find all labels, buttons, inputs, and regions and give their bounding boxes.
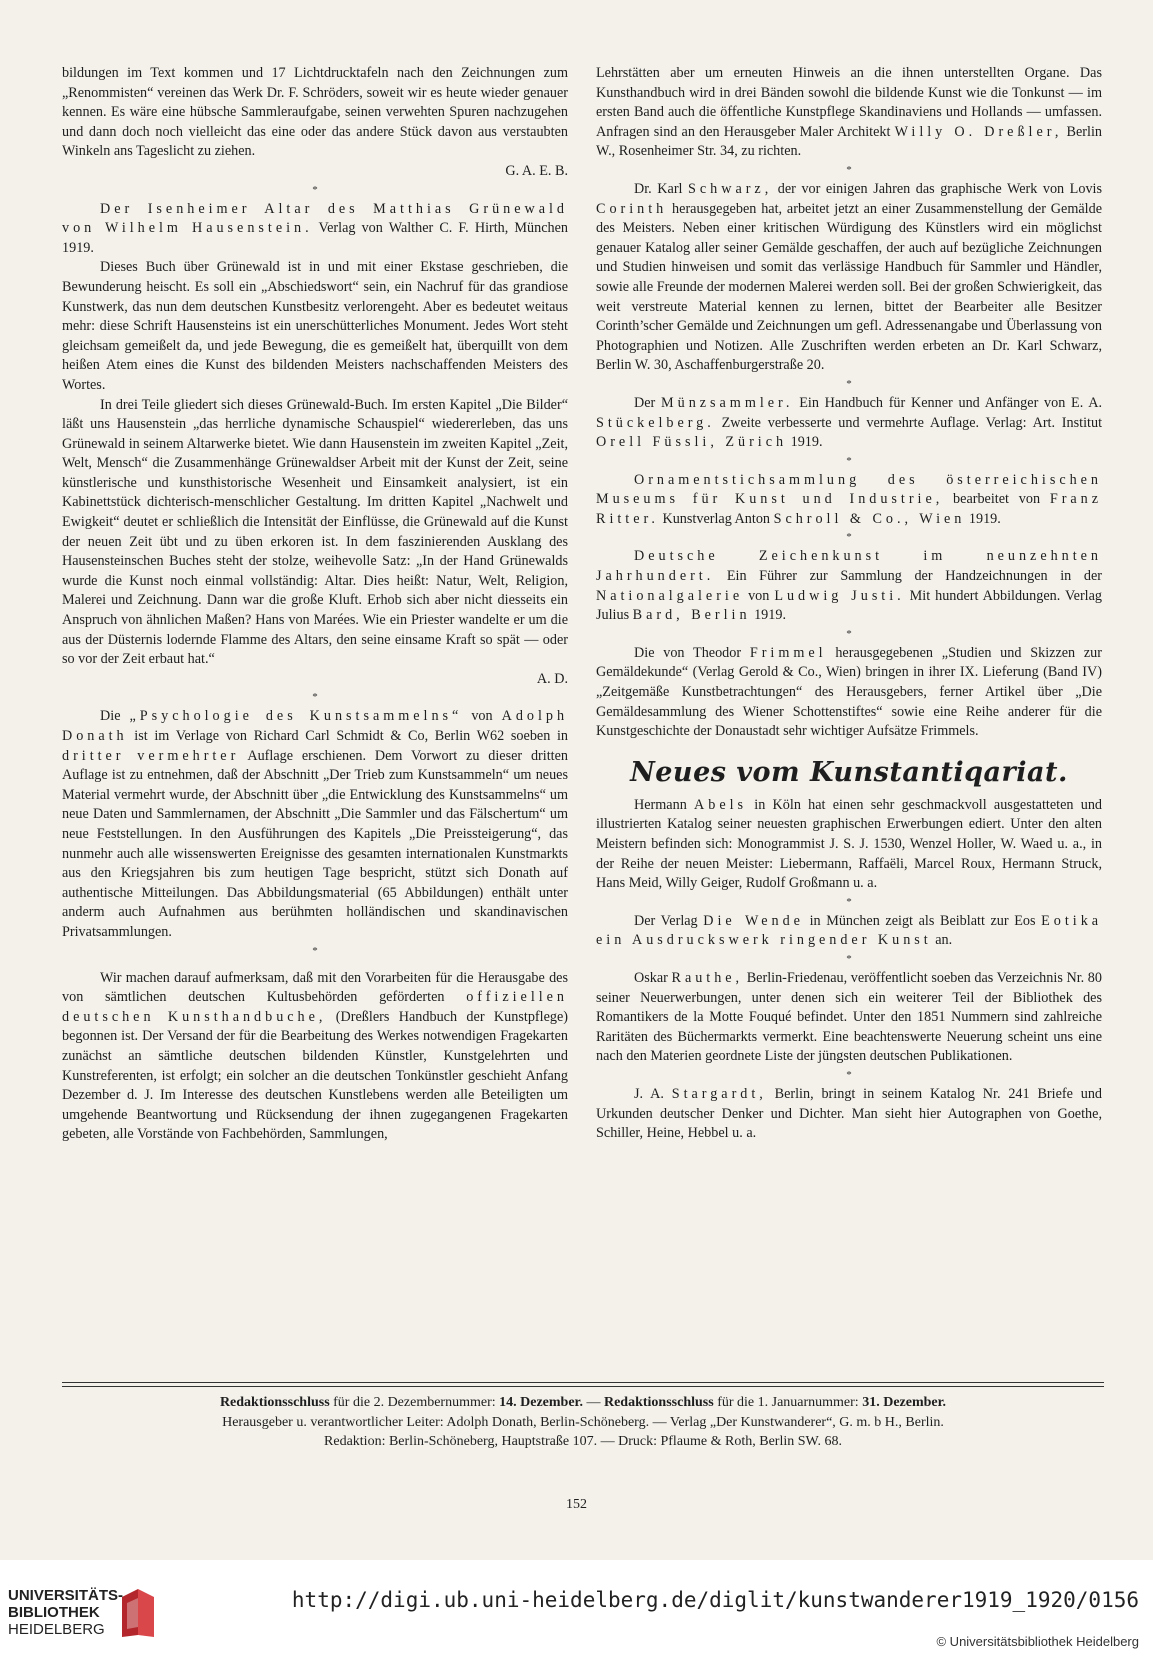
separator-star: * (312, 691, 318, 704)
imprint (62, 1393, 1104, 1452)
notice-stargardt: J. A. Stargardt, Berlin, bringt in seinem Katalog Nr. 241 Briefe und Urkunden deutscher Denker und Dichter. Man sieht hier Autographen von Goethe, Schiller, Heine, Hebbel u. a. (596, 1085, 1103, 1142)
review-psychologie: Die „Psychologie des Kunstsammelns“ von Adolph Donath ist im Verlage von Richard Carl Schmidt & Co, Berlin W62 soeben in dritter vermehrter Auflage erschienen. Dem Vorwort zu dieser dritten Auflage ist zu entnehmen, daß der Abschnitt „Der Trieb zum Kunstsammeln“ um neues Material vermehrt wurde, der Abschnitt über „die Entwicklung des Kunstsammelns“ um neue Daten und Sammlernamen, der Abschnitt „Die Sammler und das Fälschertum“ um neue Feststellungen. In den Ausführungen des Kapitels „Die Preissteigerung“, das nunmehr auch alle wissenswerten Ereignisse des gesamten internationalen Kunstmarkts aus den Kriegsjahren bis zum heutigen Tage bespricht, stützt sich Donath auf authentische Mitteilungen. Das Abbildungsmaterial (65 Abbildungen) enthält unter anderm auch Aufnahmen aus berühmten holländischen und skandinavischen Privatsammlungen. (62, 708, 569, 940)
separator-star: * (312, 944, 318, 957)
notice-zeichenkunst: Deutsche Zeichenkunst im neunzehnten Jahrhundert. Ein Führer zur Sammlung der Handzeichnungen in der Nationalgalerie von Ludwig Justi. Mit hundert Abbildungen. Verlag Julius Bard, Berlin 1919. (596, 548, 1103, 624)
separator-star: * (846, 952, 852, 965)
notice-muenzsammler: Der Münzsammler. Ein Handbuch für Kenner und Anfänger von E. A. Stückelberg. Zweite verbesserte und vermehrte Auflage. Verlag: Art. Institut Orell Füssli, Zürich 1919. (596, 394, 1103, 451)
source-url-link[interactable]: http://digi.ub.uni-heidelberg.de/diglit/kunstwanderer1919_1920/0156 (291, 1588, 1139, 1612)
separator-star: * (846, 627, 852, 640)
notice-rauthe: Oskar Rauthe, Berlin-Friedenau, veröffentlicht soeben das Verzeichnis Nr. 80 seiner Neuerwerbungen, unter denen sich ein weiterer Teil der Bibliothek des Romantikers de la Motte Fouqué befindet. Unter den 1851 Nummern sind zahlreiche Raritäten des Büchermarkts vermerkt. Eine beachtenswerte Neuerung scheint uns eine nach den Materien geordnete Liste der jüngsten deutschen Publikationen. (596, 969, 1102, 1065)
section-heading: Neues vom Kunstantiqariat. (630, 756, 1068, 788)
notice-ornamentstich: Ornamentstichsammlung des österreichischen Museums für Kunst und Industrie, bearbeitet von Franz Ritter. Kunstverlag Anton Schroll & Co., Wien 1919. (596, 471, 1103, 527)
library-logo-icon (120, 1587, 156, 1639)
divider-rule (62, 1382, 1104, 1383)
notice-kunsthandbuch: Wir machen darauf aufmerksam, daß mit den Vorarbeiten für die Herausgabe des von sämtlichen deutschen Kultusbehörden geförderten offiziellen deutschen Kunsthandbuche, (Dreßlers Handbuch der Kunstpflege) begonnen ist. Der Versand der für die Bearbeitung des Werkes notwendigen Fragekarten zunächst an sämtliche deutschen bildenden Künstler, Kunstgelehrten und Kunstreferenten, ist erfolgt; ein solcher an die deutschen Tonkünstler geschieht Anfang Dezember d. J. Im Interesse des deutschen Kunstlebens werden alle Beteiligten um umgehende Beantwortung und Rücksendung der ihnen zugegangenen Fragekarten gebeten, alle Vorstände von Fachbehörden, Sammlungen, (62, 969, 568, 1143)
copyright-text: © Universitätsbibliothek Heidelberg (936, 1634, 1139, 1649)
right-column (596, 64, 1102, 1144)
library-bar (0, 1560, 1153, 1657)
notice-corinth: Dr. Karl Schwarz, der vor einigen Jahren das graphische Werk von Lovis Corinth herausgegeben hat, arbeitet jetzt an einer Zusammenstellung der Gemälde des Meisters. Neben einer kritischen Würdigung des Künstlers wird ein möglichst genauer Katalog aller seiner Gemälde geschaffen, der auch auf bezügliche Zeichnungen und Studien hinweisen und somit das verlässige Handbuch für Sammler und Händler, sowie alle Freunde der modernen Malerei werden soll. Bei der großen Schwierigkeit, das weit verstreute Material kennen zu lernen, bittet der Bearbeiter alle Besitzer Corinth’scher Gemälde und Zeichnungen um gefl. Adressenangabe und Überlassung von Photographien und Notizen. Alle Zuschriften werden erbeten an Dr. Karl Schwarz, Berlin W. 30, Aschaffenburgerstraße 20. (596, 180, 1103, 374)
paragraph: In drei Teile gliedert sich dieses Grünewald-Buch. Im ersten Kapitel „Die Bilder“ läßt uns Hausenstein „das herrliche dynamische Schauspiel“ wiedererleben, das uns Grünewald in seinem Altarwerke bietet. Wie dann Hausenstein im zweiten Kapitel „Zeit, Welt, Mensch“ die Zusammenhänge Grünewaldser Arbeit mit der Kunst der Zeit, seine künstlerische und kunsthistorische Wesenheit und Einsamkeit analysiert, ist ein Kabinettstück dichterisch-menschlicher Gestaltung. Im dritten Kapitel „Nachwelt und Ewigkeit“ deutet er schließlich die Intensität der Einflüsse, die Grünewald auf die Kunst der neuen Zeit übt und zu üben erkoren ist. In dem faszinierenden Ausklang des Hausensteinschen Buches steht der stolze, weihevolle Satz: „In der Hand Grünewalds wurde die Kunst noch einmal vollständig: Altar. Dies heißt: Natur, Welt, Religion, Malerei und Zeichnung. Dann war die große Kluft. Erhob sich aber nicht diesseits ein Anspruch von ähnlichen Maßen? Hans von Marées. Wie ein Priester wandelte er um die aus der Düsternis lodernde Flamme des Altars, den seine einsame Kraft so spät — oder so vor der Zeit erbaut hat.“ A. D. (62, 396, 568, 690)
separator-star: * (846, 895, 852, 908)
signature: A. D. (536, 670, 568, 687)
separator-star: * (312, 183, 318, 196)
notice-die-wende: Der Verlag Die Wende in München zeigt als Beiblatt zur Eos Eotika ein Ausdruckswerk ringender Kunst an. (596, 912, 1103, 949)
library-logo: UNIVERSITÄTS- BIBLIOTHEK HEIDELBERG (8, 1587, 248, 1647)
paragraph: Dieses Buch über Grünewald ist in und mit einer Ekstase geschrieben, die Bewunderung heischt. Es soll ein „Abschiedswort“ sein, ein Nachruf für das grandiose Kunstwerk, das nun dem deutschen Kunstbesitz verlorengeht. Aber es bedeutet weitaus mehr: diese Schrift Hausensteins ist ein unerschütterliches Monument. Jedes Wort steht gleichsam gemeißelt da, und jede Bewegung, die es gemeißelt hat, überquillt von dem heißen Atem eines die Kunst des bildenden Meisters nachschaffenden Meisters des Wortes. (62, 259, 568, 393)
separator-star: * (846, 163, 852, 176)
page-number: 152 (566, 1497, 587, 1512)
notice-frimmel: Die von Theodor Frimmel herausgegebenen „Studien und Skizzen zur Gemäldekunde“ (Verlag Gerold & Co., Wien) bringen in ihrer IX. Lieferung (Band IV) „Zeitgemäße Kunstbetrachtungen“ des Herausgebers, ferner Artikel über „Die Gemäldesammlung des Wiener Schottenstiftes“ sowie eine Reihe anderer für die Kunstgeschichte der Donaustadt sehr wichtiger Aufsätze Frimmels. (596, 644, 1103, 740)
imprint-line: Redaktionsschluss für die 2. Dezembernummer: 14. Dezember. — Redaktionsschluss für die 1. Januarnummer: 31. Dezember. (219, 1395, 947, 1410)
separator-star: * (846, 531, 852, 544)
review-isenheimer-heading: Der Isenheimer Altar des Matthias Grünewald von Wilhelm Hausenstein. Verlag von Walther C. F. Hirth, München 1919. (62, 200, 568, 256)
separator-star: * (846, 377, 852, 390)
paragraph: bildungen im Text kommen und 17 Lichtdrucktafeln nach den Zeichnungen zum „Renommisten“ vereinen das Werk Dr. F. Schröders, soweit wir es heute wieder genauer kennen. Es wäre eine hübsche Sammleraufgabe, seinen verwehten Spuren nachzugehen und dann doch noch vielleicht das eine oder das andere Stück davon aus verstaubten Winkeln ans Tageslicht zu ziehen. G. A. E. B. (62, 64, 568, 182)
separator-star: * (846, 1068, 852, 1081)
separator-star: * (846, 454, 852, 467)
imprint-line: Redaktion: Berlin-Schöneberg, Hauptstraße 107. — Druck: Pflaume & Roth, Berlin SW. 68. (324, 1434, 842, 1449)
divider-rule (62, 1386, 1104, 1387)
imprint-line: Herausgeber u. verantwortlicher Leiter: Adolph Donath, Berlin-Schöneberg. — Verlag „Der Kunstwanderer“, G. m. b H., Berlin. (222, 1414, 944, 1430)
left-column (62, 64, 568, 1145)
signature: G. A. E. B. (505, 162, 568, 179)
paragraph: Lehrstätten aber um erneuten Hinweis an die ihnen unterstellten Organe. Das Kunsthandbuch wird in drei Bänden sowohl die bildende Kunst wie die Tonkunst — im ersten Band auch die öffentliche Kunstpflege Skandinaviens und Hollands — umfassen. Anfragen sind an den Herausgeber Maler Architekt Willy O. Dreßler, Berlin W., Rosenheimer Str. 34, zu richten. (596, 65, 1103, 160)
notice-abels: Hermann Abels in Köln hat einen sehr geschmackvoll ausgestatteten und illustrierten Katalog seiner neuesten graphischen Erwerbungen ediert. Unter den alten Meistern befinden sich: Monogrammist J. S. J. 1530, Wenzel Holler, W. Waed u. a., in der Reihe der neuen Meister: Liebermann, Raffaëli, Marcel Roux, Hermann Struck, Hans Meid, Willy Geiger, Rudolf Großmann u. a. (596, 796, 1103, 892)
